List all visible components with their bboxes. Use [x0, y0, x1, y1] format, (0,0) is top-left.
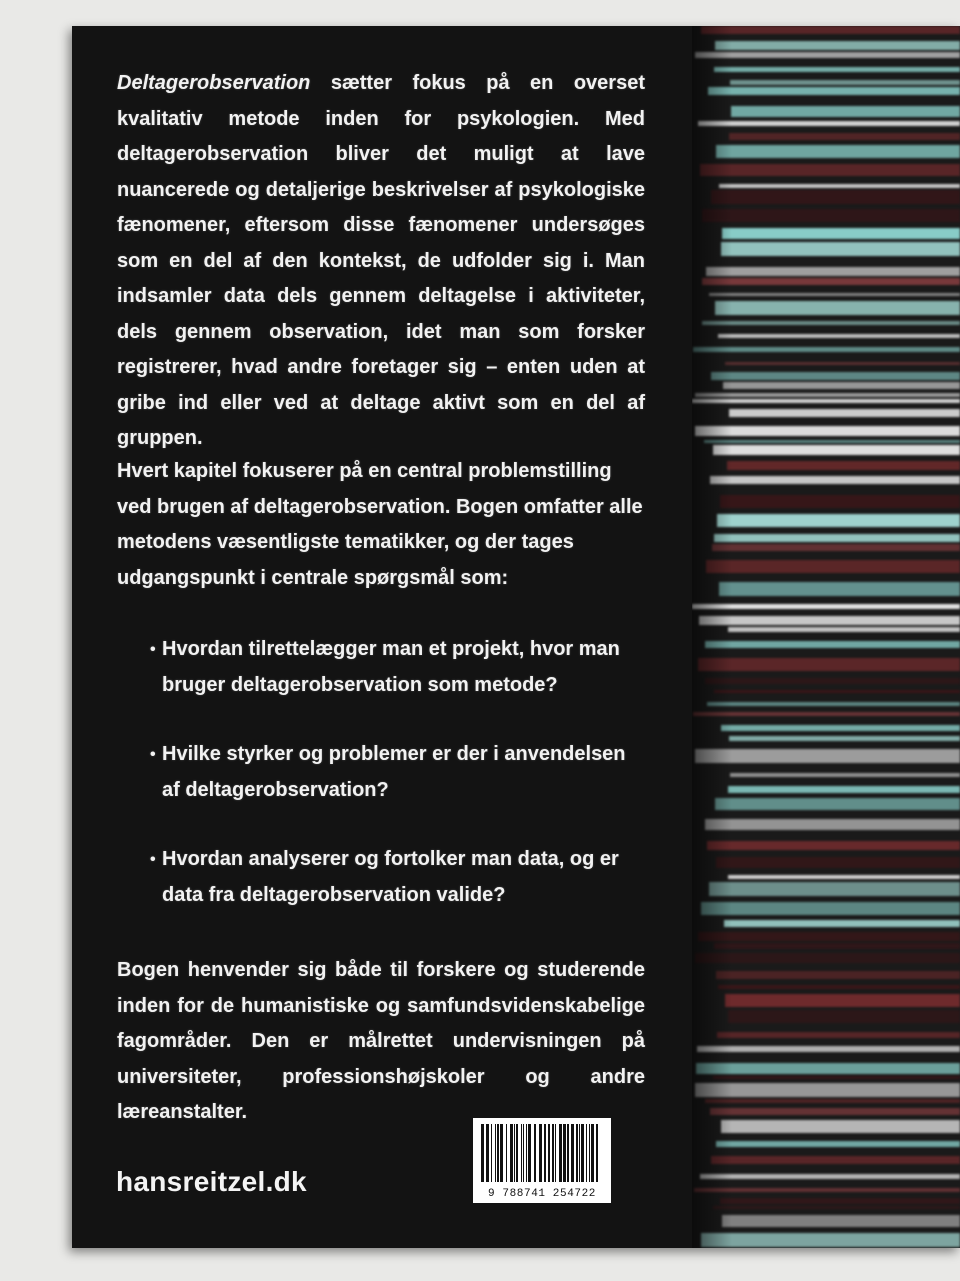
stripe: [728, 786, 960, 793]
stripe: [700, 1174, 960, 1179]
barcode-bars: [481, 1124, 603, 1182]
stripe: [720, 495, 960, 508]
stripe: [705, 678, 960, 684]
question-item: [150, 632, 640, 703]
stripe: [712, 544, 960, 551]
barcode-bar: [500, 1124, 503, 1182]
stripe: [699, 616, 960, 625]
question-item: [150, 737, 640, 808]
barcode-bar: [579, 1124, 580, 1182]
stripe: [710, 476, 960, 484]
stripe: [719, 582, 960, 596]
isbn-barcode: [473, 1118, 611, 1203]
stripe: [725, 362, 960, 365]
stripe: [707, 841, 960, 850]
stripe: [717, 514, 960, 527]
stripe: [723, 382, 960, 389]
stripe: [695, 52, 960, 58]
barcode-bar: [559, 1124, 562, 1182]
stripe: [711, 190, 960, 204]
stripe: [698, 121, 960, 126]
stripe: [722, 228, 960, 239]
barcode-bar: [544, 1124, 546, 1182]
barcode-bar: [571, 1124, 574, 1182]
stripe: [721, 1120, 960, 1133]
stripe: [716, 971, 960, 979]
barcode-bar: [514, 1124, 515, 1182]
stripe: [705, 641, 960, 648]
barcode-bar: [567, 1124, 569, 1182]
stripe: [705, 1099, 960, 1103]
stripe: [693, 712, 960, 716]
stripe: [717, 1032, 960, 1038]
intro-paragraph: [117, 66, 645, 457]
stripe: [701, 26, 960, 34]
question-text: Hvilke styrker og problemer er der i anvendelsen af deltagerobservation?: [162, 743, 626, 801]
stripe: [720, 1198, 960, 1204]
stripe: [698, 658, 960, 671]
stripe: [714, 943, 960, 949]
barcode-bar: [495, 1124, 496, 1182]
stripe: [728, 627, 960, 632]
stripe: [696, 1063, 960, 1074]
stripe: [710, 1108, 960, 1115]
stripe: [729, 409, 960, 417]
bullet-dot: •: [150, 746, 156, 763]
stripe: [718, 985, 960, 989]
stripe: [730, 773, 960, 777]
stripe: [701, 902, 960, 915]
audience-paragraph: Bogen henvender sig både til forskere og studerende inden for de humanistiske og samfundsvidenskabelige fagområder. Den er målrettet undervisningen på universiteter, professionshøjskoler og andre læreanstalter.: [117, 959, 645, 1123]
stripe-shadow: [692, 26, 732, 1248]
intro-text: sætter fokus på en overset kvalitativ metode inden for psykologien. Med deltagerobservation bliver det muligt at lave nuancerede og detaljerige beskrivelser af psykologiske fænomener, eftersom disse fænomener undersøges som en del af den kontekst, de udfolder sig i. Man indsamler data dels gennem deltagelse i aktiviteter, dels gennem observation, idet man som forsker registrerer, hvad andre foretager sig – enten uden at gribe ind eller ved at deltage aktivt som en del af gruppen.: [117, 72, 645, 449]
stripe: [707, 702, 960, 706]
barcode-bar: [526, 1124, 527, 1182]
stripe: [715, 41, 960, 50]
bullet-dot: •: [150, 641, 156, 658]
stripe: [714, 534, 960, 542]
question-list: [150, 632, 640, 947]
stripe: [719, 184, 960, 188]
barcode-bar: [539, 1124, 542, 1182]
stripe: [706, 267, 960, 276]
barcode-bar: [528, 1124, 531, 1182]
stripe: [715, 301, 960, 315]
stripe: [702, 209, 960, 222]
stripe: [697, 1046, 960, 1052]
stripe: [715, 798, 960, 810]
stripe: [729, 133, 960, 140]
stripe: [701, 1233, 960, 1247]
barcode-bar: [589, 1124, 590, 1182]
stripe: [725, 994, 960, 1007]
isbn-number: 9 788741 254722: [487, 1188, 597, 1200]
bullet-dot: •: [150, 851, 156, 868]
stripe: [695, 393, 960, 397]
stripe: [714, 67, 960, 72]
stripe: [695, 1083, 960, 1097]
stripe: [709, 882, 960, 896]
stripe: [694, 1188, 960, 1192]
stripe: [716, 1141, 960, 1147]
stripe: [693, 347, 960, 352]
stripe: [698, 932, 960, 941]
stripe: [713, 1076, 960, 1079]
barcode-bar: [491, 1124, 492, 1182]
publisher-url: hansreitzel.dk: [116, 1166, 307, 1197]
stripe: [702, 321, 960, 325]
barcode-bar: [563, 1124, 566, 1182]
stripe: [692, 399, 960, 403]
barcode-bar: [506, 1124, 507, 1182]
stripe: [728, 1010, 960, 1023]
stripe: [728, 875, 960, 879]
stripe: [711, 372, 960, 380]
stripe: [729, 736, 960, 741]
barcode-bar: [534, 1124, 536, 1182]
stripe: [695, 749, 960, 763]
stripe: [721, 242, 960, 256]
barcode-bar: [586, 1124, 587, 1182]
chapters-paragraph: Hvert kapitel fokuserer på en central problemstilling ved brugen af deltagerobservation. Bogen omfatter alle metodens væsentligste tematikker, og der tages udgangspunkt i centrale spørgsmål som:: [117, 460, 643, 589]
stripe: [713, 445, 960, 455]
stripe: [702, 278, 960, 285]
barcode-bar: [510, 1124, 513, 1182]
stripe: [718, 334, 960, 338]
stripe: [704, 440, 960, 443]
barcode-bar: [591, 1124, 594, 1182]
striped-image-panel: [692, 26, 960, 1248]
question-text: Hvordan analyserer og fortolker man data, og er data fra deltagerobservation valide?: [162, 848, 619, 906]
stripe: [716, 145, 960, 158]
stripe: [721, 725, 960, 731]
stripe: [731, 106, 960, 117]
stripe: [722, 1215, 960, 1227]
barcode-bar: [523, 1124, 524, 1182]
text-panel: [72, 26, 692, 1248]
stripe: [695, 953, 960, 963]
stripe: [714, 690, 960, 693]
barcode-bar: [521, 1124, 522, 1182]
abstract-stripes-image: [692, 26, 960, 1248]
barcode-bar: [555, 1124, 556, 1182]
stripe: [695, 426, 960, 436]
stripe: [709, 293, 960, 296]
stripe: [700, 164, 960, 176]
barcode-bar: [576, 1124, 578, 1182]
barcode-bar: [481, 1124, 484, 1182]
stripe: [708, 87, 960, 95]
stripe: [711, 1156, 960, 1164]
intro-lead-italic: Deltagerobservation: [117, 72, 311, 94]
stripe: [713, 1206, 960, 1209]
barcode-bar: [486, 1124, 489, 1182]
question-item: [150, 842, 640, 913]
barcode-bar: [497, 1124, 499, 1182]
stripe: [727, 461, 960, 470]
barcode-bar: [516, 1124, 518, 1182]
barcode-bar: [581, 1124, 584, 1182]
stripe: [692, 604, 960, 609]
stripe: [706, 560, 960, 573]
question-text: Hvordan tilrettelægger man et projekt, hvor man bruger deltagerobservation som metode?: [162, 638, 620, 696]
stripe: [705, 819, 960, 830]
barcode-bar: [552, 1124, 554, 1182]
stripe: [724, 920, 960, 927]
stripe: [730, 80, 960, 85]
barcode-bar: [548, 1124, 550, 1182]
barcode-bar: [596, 1124, 598, 1182]
book-back-cover: [72, 26, 960, 1248]
stripe: [716, 857, 960, 868]
